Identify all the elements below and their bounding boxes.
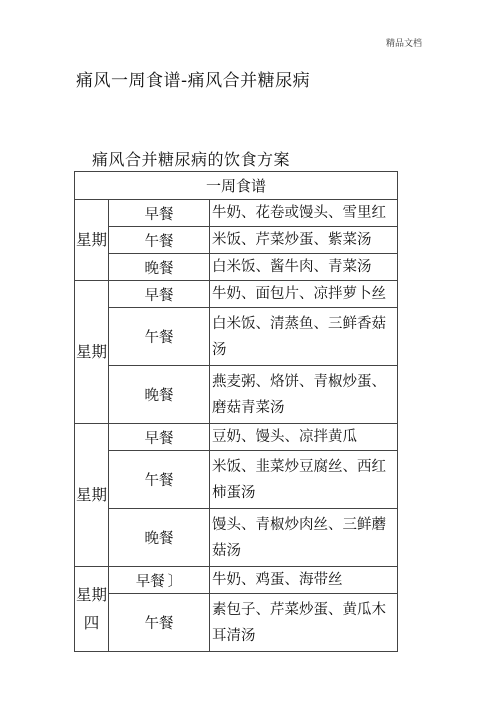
food-cell: 馒头、青椒炒肉丝、三鲜蘑菇汤 <box>210 509 398 567</box>
day-cell: 星期 <box>75 200 109 281</box>
table-row <box>75 424 398 451</box>
section-title: 痛风合并糖尿病的饮食方案 <box>92 150 291 169</box>
food-cell: 豆奶、馒头、凉拌黄瓜 <box>210 424 398 451</box>
meal-cell: 早餐 <box>109 281 210 308</box>
header-note: 精品文档 <box>385 39 422 49</box>
meal-cell: 午餐 <box>109 227 210 254</box>
meal-cell: 午餐 <box>109 594 210 652</box>
food-cell: 牛奶、花卷或馒头、雪里红 <box>210 200 398 227</box>
table-row <box>75 308 398 366</box>
meal-cell: 晚餐 <box>109 366 210 424</box>
meal-cell <box>109 567 210 594</box>
meal-cell: 晚餐 <box>109 509 210 567</box>
bracket-mark: 〕 <box>167 573 183 590</box>
table-row <box>75 567 398 594</box>
food-cell: 白米饭、清蒸鱼、三鲜香菇汤 <box>210 308 398 366</box>
food-cell: 白米饭、酱牛肉、青菜汤 <box>210 254 398 281</box>
table-row <box>75 281 398 308</box>
table-row <box>75 200 398 227</box>
table-row <box>75 509 398 567</box>
meal-cell: 早餐 <box>109 424 210 451</box>
day-cell: 星期 <box>75 424 109 567</box>
table-row <box>75 451 398 509</box>
document-title: 痛风一周食谱-痛风合并糖尿病 <box>76 71 311 91</box>
weekly-meal-table <box>74 171 398 652</box>
food-cell: 牛奶、鸡蛋、海带丝 <box>210 567 398 594</box>
day-cell: 星期四 <box>75 567 109 652</box>
food-cell: 燕麦粥、烙饼、青椒炒蛋、磨菇青菜汤 <box>210 366 398 424</box>
day-cell: 星期 <box>75 281 109 424</box>
meal-cell: 晚餐 <box>109 254 210 281</box>
table-title-row <box>75 172 398 200</box>
table-row <box>75 366 398 424</box>
food-cell: 牛奶、面包片、凉拌萝卜丝 <box>210 281 398 308</box>
meal-cell: 午餐 <box>109 308 210 366</box>
meal-cell: 午餐 <box>109 451 210 509</box>
meal-label: 早餐 <box>135 573 165 590</box>
table-row <box>75 227 398 254</box>
food-cell: 米饭、韭菜炒豆腐丝、西红柿蛋汤 <box>210 451 398 509</box>
food-cell: 素包子、芹菜炒蛋、黄瓜木耳清汤 <box>210 594 398 652</box>
food-cell: 米饭、芹菜炒蛋、紫菜汤 <box>210 227 398 254</box>
table-title: 一周食谱 <box>75 172 398 200</box>
meal-cell: 早餐 <box>109 200 210 227</box>
table-row <box>75 594 398 652</box>
table-row <box>75 254 398 281</box>
